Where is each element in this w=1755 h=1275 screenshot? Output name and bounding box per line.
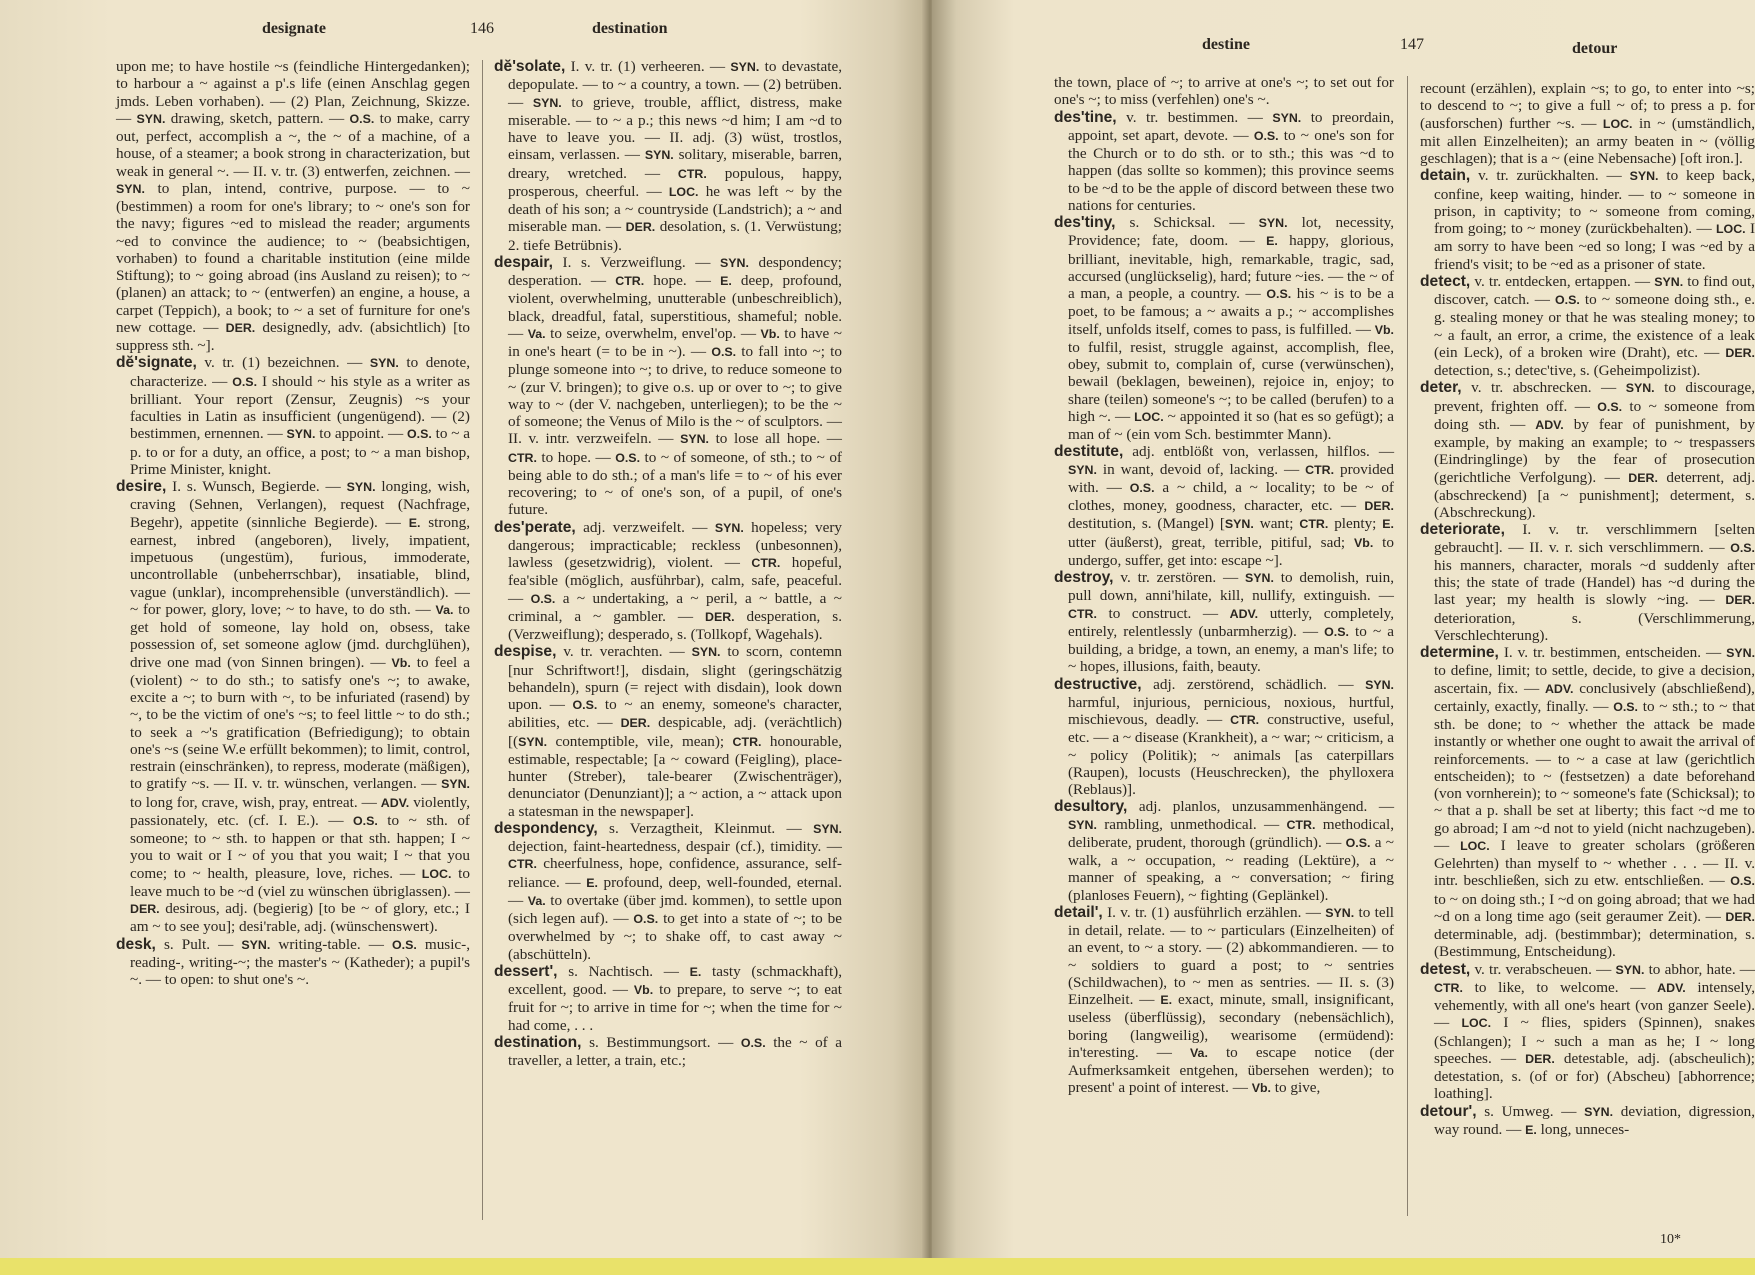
running-head-right: detour (1572, 40, 1618, 57)
section-label: LOC. (1134, 409, 1164, 424)
dictionary-entry: detain, v. tr. zurückhalten. — SYN. to keep back, confine, keep waiting, hinder. — to ~ someone in prison, in captivity; to ~ someone from coming, from going; to ~ money (zurückbehalten). — LOC. I am sorry to have been ~ed so long; I was ~ed by a friend's visit; to be ~ed as a prisoner of state. (1420, 167, 1755, 273)
section-label: LOC. (1461, 1016, 1492, 1031)
section-label: O.S. (530, 591, 556, 606)
section-label: SYN. (1258, 216, 1288, 230)
section-label: CTR. (508, 450, 537, 465)
section-label: ADV. (1657, 980, 1686, 995)
section-label: ADV. (1229, 606, 1259, 621)
section-label: O.S. (572, 698, 598, 712)
section-label: LOC. (668, 184, 699, 199)
section-label: E. (689, 964, 702, 979)
dictionary-entry: detail', I. v. tr. (1) ausführlich erzählen. — SYN. to tell in detail, relate. — to ~ particulars (Einzelheiten) of an event, to ~ a story. — (2) abkommandieren. — to ~ soldiers to guard a post; to ~ sentries (Schildwachen), to ~ men as sentries. — II. s. (3) Einzelheit. — E. exact, minute, small, insignificant, useless (überflüssig), secondary (nebensächlich), boring (langweilig), wearisome (ermüdend): in'teresting. — Va. to escape notice (der Aufmerksamkeit entgehen, übersehen werden); to present' a point of interest. — Vb. to give, (1054, 903, 1395, 1097)
section-label: LOC. (1715, 222, 1746, 236)
section-label: Vb. (1354, 535, 1374, 550)
section-label: O.S. (740, 1035, 766, 1050)
section-label: SYN. (644, 148, 674, 163)
section-label: O.S. (1266, 287, 1292, 301)
section-label: DER. (1525, 1051, 1555, 1066)
section-label: O.S. (1555, 293, 1580, 307)
section-label: SYN. (1625, 381, 1655, 396)
section-label: ADV. (380, 795, 410, 810)
dictionary-entry: detour', s. Umweg. — SYN. deviation, digression, way round. — E. long, unneces- (1420, 1102, 1755, 1138)
entry-continuation: recount (erzählen), explain ~s; to go, to enter into ~s; to descend to ~; to give a full ~ of; to press a p. for (ausforschen) further ~s. — LOC. in ~ (umständlich, mit allen Einzelheiten); an army beaten in ~ (völlig geschlagen); that is a ~ (eine Nebensache) [oft iron.]. (1420, 80, 1755, 167)
section-label: O.S. (353, 813, 378, 828)
section-label: E. (1525, 1122, 1537, 1137)
dictionary-entry: desultory, adj. planlos, unzusammenhängend. — SYN. rambling, unmethodical. — CTR. methodical, deliberate, prudent, thorough (gründlich). — O.S. a ~ walk, a ~ occupation, ~ reading (Lektüre), a ~ manner of speaking, a ~ conversation; ~ firing (planloses Feuern), ~ fighting (Geplänkel). (1054, 798, 1395, 904)
dictionary-entry: des'tine, v. tr. bestimmen. — SYN. to preordain, appoint, set apart, devote. — O.S. to ~ one's son for the Church or to do sth. or to sth.; this was ~d to happen (das sollte so kommen); this province seems to be ~d to be the apple of discord between these two nations for centuries. (1054, 108, 1394, 214)
section-label: SYN. (714, 520, 744, 535)
section-label: O.S. (349, 111, 375, 126)
entry-continuation: upon me; to have hostile ~s (feindliche Hintergedanken); to harbour a ~ against a p'.s life (einen Anschlag gegen jmds. Leben vorhaben). — (2) Plan, Zeichnung, Skizze. — SYN. drawing, sketch, pattern. — O.S. to make, carry out, perfect, accomplish a ~, the ~ of a machine, of a house, of a steamer; a book strong in characterization, but weak in general ~. — II. v. tr. (3) entwerfen, zeichnen. — SYN. to plan, intend, contrive, purpose. — to ~ (bestimmen) a room for one's library; to ~ one's son for the navy; figures ~ed to mislead the reader; arguments ~ed to convince the audience; to ~ (beabsichtigen, vorhaben) to found a charitable institution (eine milde Stiftung); to ~ going abroad (ins Ausland zu reisen); to ~ (planen) an attack; to ~ (entwerfen) an engine, a house, a carpet (Teppich), a book; to ~ a set of furniture for one's new cottage. — DER. designedly, adv. (absichtlich) [to suppress sth. ~]. (116, 58, 470, 354)
dictionary-entry: desk, s. Pult. — SYN. writing-table. — O.S. music-, reading-, writing-~; the master's ~ (Katheder); a pupil's ~. — to open: to shut one's ~. (116, 935, 471, 988)
section-label: SYN. (1629, 169, 1659, 184)
headword: detour', (1420, 1102, 1477, 1120)
headword: dessert', (494, 962, 558, 980)
section-label: O.S. (633, 912, 659, 926)
section-label: O.S. (615, 450, 641, 465)
right-page (932, 0, 1755, 1258)
section-label: DER. (1364, 499, 1394, 513)
dictionary-entry: detect, v. tr. entdecken, ertappen. — SYN. to find out, discover, catch. — O.S. to ~ someone doing sth., e. g. stealing money or that he was stealing money; to ~ a fault, an error, a crime, the existence of a leak (ein Leck), of a broken wire (Draht), etc. — DER. detection, s.; detec'tive, s. (Geheimpolizist). (1420, 272, 1755, 379)
section-label: O.S. (1253, 128, 1279, 143)
dictionary-entry: detest, v. tr. verabscheuen. — SYN. to abhor, hate. — CTR. to like, to welcome. — ADV. intensely, vehemently, with all one's heart (von ganzer Seele). — LOC. I ~ flies, spiders (Spinnen), snakes (Schlangen); I ~ such a man as he; I ~ long speeches. — DER. detestable, adj. (abscheulich); detestation, s. (of or for) (Abscheu) [abhorrence; loathing]. (1420, 960, 1755, 1103)
section-label: SYN. (369, 356, 399, 371)
section-label: SYN. (1726, 646, 1755, 660)
headword: destitute, (1054, 443, 1124, 461)
section-label: SYN. (1068, 817, 1097, 832)
section-label: ADV. (1544, 681, 1574, 696)
column-divider (1407, 76, 1408, 1216)
section-label: Va. (527, 893, 546, 908)
section-label: O.S. (1730, 540, 1755, 555)
running-head-right: destination (592, 20, 668, 37)
page-number: 147 (1400, 36, 1424, 53)
headword: deteriorate, (1420, 521, 1505, 539)
headword: dĕ'signate, (116, 354, 197, 372)
text-column-1 (116, 58, 470, 988)
headword: detest, (1420, 960, 1471, 978)
signature-mark: 10* (1660, 1232, 1681, 1247)
section-label: SYN. (532, 95, 562, 110)
headword: desultory, (1054, 798, 1128, 816)
section-label: E. (720, 274, 732, 288)
section-label: E. (1160, 993, 1173, 1007)
section-label: SYN. (1245, 571, 1274, 585)
section-label: CTR. (1434, 980, 1463, 995)
section-label: CTR. (1286, 817, 1316, 832)
section-label: SYN. (1615, 962, 1645, 977)
section-label: SYN. (286, 427, 316, 442)
section-label: E. (1382, 517, 1394, 532)
section-label: CTR. (615, 274, 645, 288)
section-label: DER. (705, 609, 735, 624)
page-number: 146 (470, 20, 494, 37)
headword: des'tiny, (1054, 214, 1116, 231)
section-label: SYN. (1654, 274, 1684, 289)
headword: despair, (494, 253, 553, 271)
dictionary-entry: destructive, adj. zerstörend, schädlich. — SYN. harmful, injurious, pernicious, noxious, hurtful, mischievous, deadly. — CTR. constructive, useful, etc. — a ~ disease (Krankheit), a ~ war; ~ criticism, a ~ policy (Politik); ~ animals [as caterpillars (Raupen), locusts (Heuschrecken), the phylloxera (Reblaus)]. (1054, 675, 1394, 798)
dictionary-entry: des'tiny, s. Schicksal. — SYN. lot, necessity, Providence; fate, doom. — E. happy, glorious, brilliant, inevitable, high, remarkable, tragic, sad, accursed (unglückselig), hard; future ~ies. — the ~ of a man, a people, a country. — O.S. his ~ is to be a poet, to be famous; a ~ awaits a p.; ~ accomplishes itself, unfolds itself, comes to pass, is fulfilled. — Vb. to fulfil, resist, struggle against, accomplish, flee, obey, submit to, complain of, curse (verwünschen), bewail (beklagen, beweinen), rejoice in, enjoy; to share (teilen) someone's ~; to be called (berufen) to a high ~. — LOC. ~ appointed it so (hat es so gefügt); a man of ~ (ein vom Sch. bestimmter Mann). (1054, 214, 1394, 443)
section-label: SYN. (1224, 517, 1254, 532)
dictionary-entry: destination, s. Bestimmungsort. — O.S. the ~ of a traveller, a letter, a train, etc.; (494, 1033, 843, 1069)
section-label: DER. (1725, 909, 1755, 924)
headword: des'tine, (1054, 108, 1117, 126)
dictionary-entry: destitute, adj. entblößt von, verlassen, hilflos. — SYN. in want, devoid of, lacking. — CTR. provided with. — O.S. a ~ child, a ~ locality; to be ~ of clothes, money, goodness, character, etc. — DER. destitution, s. (Mangel) [SYN. want; CTR. plenty; E. utter (äußerst), great, terrible, pitiful, sad; Vb. to undergo, suffer, get into: escape ~]. (1054, 443, 1395, 569)
dictionary-entry: determine, I. v. tr. bestimmen, entscheiden. — SYN. to define, limit; to settle, decide, to give a decision, ascertain, fix. — ADV. conclusively (abschließend), certainly, exactly, finally. — O.S. to ~ sth.; to ~ that sth. be done; to ~ whether the attack be made instantly or whether one ought to await the arrival of reinforcements. — to ~ a case at law (gerichtlich entscheiden); to ~ (festsetzen) a date beforehand (von vornherein); to ~ someone's fate (Schicksal); to ~ that a p. shall be set at liberty; this fact ~d me to go abroad; I am ~d not to yield (nicht nachzugeben). — LOC. I leave to greater scholars (größeren Gelehrten) than myself to ~ whether . . . — II. v. intr. beschließen, sich zu etw. entschließen. — O.S. to ~ on doing sth.; I ~d on going abroad; that we had ~d on a long time ago (seit geraumer Zeit). — DER. determinable, adj. (bestimmbar); determination, s. (Bestimmung, Entscheidung). (1420, 644, 1755, 961)
section-label: CTR. (1299, 517, 1329, 532)
section-label: LOC. (1460, 838, 1490, 853)
section-label: CTR. (1068, 606, 1097, 621)
section-label: CTR. (732, 734, 762, 749)
section-label: O.S. (1730, 874, 1755, 889)
section-label: Va. (527, 326, 546, 341)
section-label: DER. (130, 902, 160, 916)
text-column-2 (494, 58, 842, 1069)
headword: despondency, (494, 819, 598, 837)
headword: dĕ'solate, (494, 58, 566, 75)
text-column-1 (1054, 74, 1394, 1098)
section-label: O.S. (232, 374, 258, 389)
entry-continuation: the town, place of ~; to arrive at one's ~; to set out for one's ~; to miss (verfehlen) one's ~. (1054, 74, 1394, 109)
section-label: CTR. (677, 166, 707, 181)
headword: determine, (1420, 644, 1499, 661)
section-label: DER. (1628, 470, 1658, 485)
section-label: SYN. (813, 821, 842, 836)
dictionary-entry: deter, v. tr. abschrecken. — SYN. to discourage, prevent, frighten off. — O.S. to ~ someone from doing sth. — ADV. by fear of punishment, by example, by making an example; to ~ trespassers (Eindringlinge) by the fear of prosecution (gerichtliche Verfolgung). — DER. deterrent, adj. (abschreckend) [a ~ punishment]; determent, s. (Abschreckung). (1420, 379, 1755, 521)
section-label: SYN. (116, 181, 145, 196)
dictionary-entry: dĕ'signate, v. tr. (1) bezeichnen. — SYN. to denote, characterize. — O.S. I should ~ his style as a writer as brilliant. Your report (Zensur, Zeugnis) ~s your faculties in Latin as insufficient (ungenügend). — (2) bestimmen, ernennen. — SYN. to appoint. — O.S. to ~ a p. to or for a duty, an office, a post; to ~ a man bishop, Prime Minister, knight. (116, 354, 470, 478)
dictionary-entry: dessert', s. Nachtisch. — E. tasty (schmackhaft), excellent, good. — Vb. to prepare, to serve ~; to eat fruit for ~; to arrive in time for ~; when the time for ~ had come, . . . (494, 962, 843, 1034)
section-label: SYN. (241, 937, 271, 952)
headword: desire, (116, 478, 167, 495)
section-label: SYN. (691, 645, 721, 660)
section-label: Vb. (633, 983, 654, 997)
dictionary-entry: deteriorate, I. v. tr. verschlimmern [selten gebraucht]. — II. v. r. sich verschlimmern. — O.S. his manners, character, morals ~d suddenly after this; the state of trade (Handel) has ~d during the last year; my health is slowly ~ing. — DER. deterioration, s. (Verschlimmerung, Verschlechterung). (1420, 521, 1755, 644)
section-label: DER. (620, 716, 651, 731)
section-label: CTR. (1230, 713, 1260, 727)
section-label: Vb. (1251, 1081, 1271, 1096)
section-label: SYN. (441, 777, 470, 792)
section-label: Vb. (391, 655, 411, 670)
dictionary-entry: dĕ'solate, I. v. tr. (1) verheeren. — SYN. to devastate, depopulate. — to ~ a country, a town. — (2) betrüben. — SYN. to grieve, trouble, afflict, distress, make miserable. — to ~ a p.; this news ~d him; I am ~d to have to leave you. — II. adj. (3) wüst, trostlos, einsam, verlassen. — SYN. solitary, miserable, barren, dreary, wretched. — CTR. populous, happy, prosperous, cheerful. — LOC. he was left ~ by the death of his son; a ~ countryside (Landstrich); a ~ and miserable man. — DER. desolation, s. (1. Verwüstung; 2. tiefe Betrübnis). (494, 58, 843, 254)
section-label: LOC. (421, 866, 452, 881)
text-column-2 (1420, 80, 1755, 1139)
section-label: O.S. (1324, 624, 1349, 639)
dictionary-entry: despondency, s. Verzagtheit, Kleinmut. — SYN. dejection, faint-heartedness, despair (cf.), timidity. — CTR. cheerfulness, hope, confidence, assurance, self-reliance. — E. profound, deep, well-founded, eternal. — Va. to overtake (über jmd. kommen), to settle upon (sich legen auf). — O.S. to get into a state of ~; to be overwhelmed by ~; to shake off, to cast away ~ (abschütteln). (494, 819, 843, 963)
dictionary-entry: despair, I. s. Verzweiflung. — SYN. despondency; desperation. — CTR. hope. — E. deep, profound, violent, overwhelming, unutterable (unbeschreiblich), black, dreadful, fatal, superstitious, shameful; noble. — Va. to seize, overwhelm, envel'op. — Vb. to have ~ in one's heart (= to be in ~). — O.S. to fall into ~; to plunge someone into ~; to drive, to reduce someone to ~ (zur V. bringen); to give o.s. up or over to ~; to give way to ~ (der V. nachgeben, unterliegen); to be the ~ of someone; the Venus of Milo is the ~ of sculptors. — II. v. intr. verzweifeln. — SYN. to lose all hope. — CTR. to hope. — O.S. to ~ of someone, of sth.; to ~ of being able to do sth.; of a man's life = to ~ of his ever recovering; to ~ of one's son, of a pupil, of one's future. (494, 253, 843, 519)
section-label: CTR. (751, 556, 781, 570)
dictionary-entry: des'perate, adj. verzweifelt. — SYN. hopeless; very dangerous; impracticable; reckless (unbesonnen), lawless (gesetzwidrig), violent. — CTR. hopeful, fea'sible (möglich, ausführbar), calm, safe, peaceful. — O.S. a ~ undertaking, a ~ peril, a ~ battle, a ~ criminal, a ~ gambler. — DER. desperation, s. (Verzweiflung); desperado, s. (Tollkopf, Wagehals). (494, 518, 843, 643)
section-label: CTR. (1305, 462, 1335, 477)
headword: detain, (1420, 167, 1471, 185)
section-label: Va. (1189, 1045, 1208, 1060)
section-label: LOC. (1602, 116, 1633, 131)
section-label: DER. (1725, 345, 1755, 360)
section-label: SYN. (1325, 905, 1355, 920)
section-label: E. (1266, 234, 1278, 249)
section-label: SYN. (1068, 462, 1097, 477)
section-label: Vb. (760, 326, 780, 341)
column-divider (482, 60, 483, 1220)
dictionary-entry: despise, v. tr. verachten. — SYN. to scorn, contemn [nur Schriftwort!], disdain, slight (geringschätzig behandeln), spurn (= reject with disdain), look down upon. — O.S. to ~ an enemy, someone's character, abilities, etc. — DER. despicable, adj. (verächtlich) [(SYN. contemptible, vile, mean); CTR. honourable, estimable, respectable; [a ~ coward (Feigling), place-hunter (Streber), tale-bearer (Zwischenträger), denunciator (Denunziant)]; a ~ action, a ~ attack upon a statesman in the newspaper]. (494, 643, 843, 820)
section-label: O.S. (1129, 480, 1155, 495)
headword: des'perate, (494, 518, 576, 536)
section-label: SYN. (730, 60, 760, 74)
section-label: SYN. (1584, 1104, 1614, 1119)
section-label: SYN. (518, 734, 548, 749)
running-head-left: destine (1202, 36, 1250, 53)
headword: destination, (494, 1033, 582, 1051)
headword: despise, (494, 643, 557, 661)
headword: detect, (1420, 272, 1471, 290)
section-label: SYN. (1272, 110, 1302, 125)
section-label: SYN. (680, 432, 709, 447)
headword: destructive, (1054, 675, 1142, 693)
section-label: O.S. (392, 937, 417, 952)
section-label: SYN. (136, 111, 166, 126)
section-label: Vb. (1374, 322, 1394, 337)
section-label: CTR. (508, 857, 537, 872)
dictionary-entry: desire, I. s. Wunsch, Begierde. — SYN. longing, wish, craving (Sehnen, Verlangen), request (Nachfrage, Begehr), appetite (sinnliche Begierde). — E. strong, earnest, inbred (angeboren), lively, impatient, impetuous (ungestüm), furious, immoderate, uncontrollable (unbeherrschbar), insatiable, blind, vague (unklar), incomprehensible (unverständlich). — ~ for power, glory, love; ~ to have, to do sth. — Va. to get hold of someone, lay hold on, obsess, take possession of, set someone aglow (jmd. durchglühen), drive one mad (von Sinnen bringen). — Vb. to feel a (violent) ~ to do sth.; to satisfy one's ~; to awake, excite a ~; to burn with ~, to be infuriated (rasend) by ~, to be the victim of one's ~s; to feel little ~ to do sth.; to seek a ~'s gratification (Befriedigung); to obtain one's ~s (seine W.e erfüllt bekommen); to limit, control, restrain (einschränken), to repress, moderate (mäßigen), to gratify ~s. — II. v. tr. wünschen, verlangen. — SYN. to long for, crave, wish, pray, entreat. — ADV. violently, passionately, etc. (cf. I. E.). — O.S. to ~ sth. of someone; to ~ sth. to happen or that sth. happen; I ~ you to wait or I ~ of you that you wait; I ~ that you come; to ~ health, pleasure, love, riches. — LOC. to leave much to be ~d (viel zu wünschen übriglassen). — DER. desirous, adj. (begierig) [to be ~ of glory, etc.; I am ~ to see you]; desi'rable, adj. (wünschenswert). (116, 478, 471, 936)
section-label: SYN. (346, 480, 376, 494)
running-head-left: designate (262, 20, 326, 37)
headword: deter, (1420, 379, 1462, 397)
section-label: ADV. (1535, 417, 1564, 432)
section-label: O.S. (407, 427, 432, 442)
section-label: O.S. (1597, 399, 1623, 414)
section-label: O.S. (711, 345, 737, 359)
section-label: E. (408, 515, 421, 530)
dictionary-entry: destroy, v. tr. zerstören. — SYN. to demolish, ruin, pull down, anni'hilate, kill, nullify, extinguish. — CTR. to construct. — ADV. utterly, completely, entirely, relentlessly (unbarmherzig). — O.S. to ~ a building, a bridge, a town, an enemy, a man's life; to ~ hopes, illusions, faith, beauty. (1054, 569, 1394, 676)
section-label: O.S. (1613, 699, 1638, 714)
section-label: DER. (625, 220, 656, 235)
section-label: O.S. (1345, 835, 1371, 850)
section-label: E. (586, 875, 598, 890)
section-label: Va. (435, 602, 454, 617)
section-label: SYN. (1365, 677, 1394, 692)
headword: detail', (1054, 903, 1103, 921)
section-label: DER. (1725, 593, 1755, 608)
headword: desk, (116, 935, 156, 953)
section-label: SYN. (719, 255, 749, 270)
headword: destroy, (1054, 569, 1114, 586)
section-label: DER. (225, 320, 256, 335)
